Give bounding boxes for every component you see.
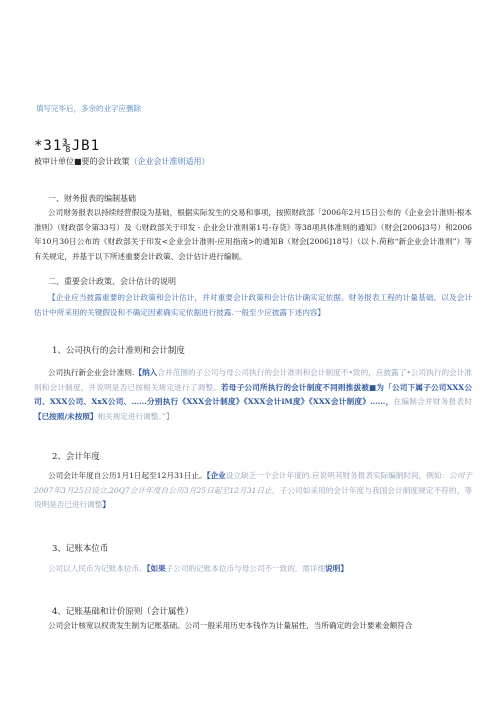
s21-bracket-2: 若母子公司所执行的会计制度不同则推拔被■为「公司下属子公司XXX公司、XXX公司、XxX公司、……分别执行《XXX会计制度》《XXX会计lM度》《XXX会计制度》……， bbox=[34, 382, 472, 406]
section-1-body: 公司财务报表以持续经营假设为基础，根据实际发生的交易和事项，按照财政部「2006年2月15日公布的《企业会计准则-根本准则》（财政部令第33号）及《:财政部关于印发 - 企业会计准则第1号-存货》等38项具体准则的通知》（财会[2006]3号）和2006年10月30日公布的《财政部关于印发<企业会计准则-应用指南>的通知B（财会[2006]18号）（以卜.荷称“新企业会计准则”）等有关规定，并基于以下所述重要会计政策、会计估计进行编制。 bbox=[34, 208, 472, 261]
section-2-body: 【企业应当披露重要的会计政策和会计估计，并对重要会计政策和会计估计确实定依据。财务报表工程的计量基础。以及会计估计中所采用的关键假设和不确定因素确实定依据进行披露.一般至少应披露下述内容】 bbox=[34, 293, 472, 317]
section-2-1-body bbox=[34, 366, 472, 424]
document-title-suffix: （企业会计准则适用） bbox=[129, 157, 210, 166]
s22-lead: 公司会计年度自公历1月1日起至12月31日止。 bbox=[48, 471, 207, 480]
s22-note-1: 设立缺乏一个会计年度的.应说明其财务报表实际编制时间，例如： bbox=[225, 471, 450, 480]
s23-note-1: 子公司的记账本位币与母公司不一致的，需详细 bbox=[165, 564, 326, 573]
s21-lead: 公司执行新企业会计准则. bbox=[48, 368, 135, 377]
s21-note-2: 在编制合并财务报表时 bbox=[393, 397, 473, 406]
s21-note-1: 合并范围的子公司与母公司执行的会计准则和会计制度不•致的，应披露了•公司执行的会计准则和会计制度，并说明是否已按相关规定进行了调整。 bbox=[34, 368, 472, 392]
section-2-3-heading: 3、记账本位币 bbox=[52, 544, 109, 554]
s22-note-2: ，子公司如采用的会计年度与我国会计制度规定不符的，等说明是否已进行调整 bbox=[34, 485, 473, 509]
s21-bracket-3: 【已按照/未按照】 bbox=[34, 411, 98, 421]
s21-note-3: 相关规定进行调整。”】 bbox=[97, 411, 174, 421]
fill-hint: 填写完毕后，多余的业字应删除 bbox=[36, 104, 141, 113]
document-title-prefix: 被审计单位■要的会计政策 bbox=[34, 157, 130, 166]
section-2-3-body bbox=[34, 562, 472, 577]
section-2-heading: 二、重要会计政策、会计估计的说明 bbox=[48, 277, 176, 286]
section-2-4-heading: 4、记账基础和计价原则（会计属性） bbox=[52, 607, 194, 617]
section-2-1-heading: 1、公司执行的会计准则和会计制度 bbox=[52, 346, 185, 356]
s23-bracket-2: 说明】 bbox=[325, 564, 348, 573]
s22-example: 公司于2007年3月25日设立,20Q7会计年度自公历3月25日起至12月31日止 bbox=[34, 471, 472, 495]
document-title bbox=[34, 156, 500, 167]
s21-bracket-1: 【纳入 bbox=[134, 368, 158, 377]
section-2-2-heading: 2、会计年度 bbox=[52, 452, 100, 462]
section-2-4-body: 公司会计核宽以权责发生制为记账基础。公司一般采用历史本钱作为计量届性，当所确定的会计要素金额符合 bbox=[48, 621, 413, 630]
s23-bracket-1: 【如果 bbox=[146, 564, 166, 573]
s22-bracket-2: 】 bbox=[102, 500, 110, 509]
section-1-heading: 一、财务报表的编制基础 bbox=[48, 194, 136, 203]
s23-lead: 公司以人民币为记账本位币。 bbox=[48, 564, 147, 573]
document-code: *31⅜JB1 bbox=[34, 138, 101, 154]
s22-bracket-1: 【企业 bbox=[206, 471, 226, 480]
section-2-2-body bbox=[34, 469, 472, 513]
